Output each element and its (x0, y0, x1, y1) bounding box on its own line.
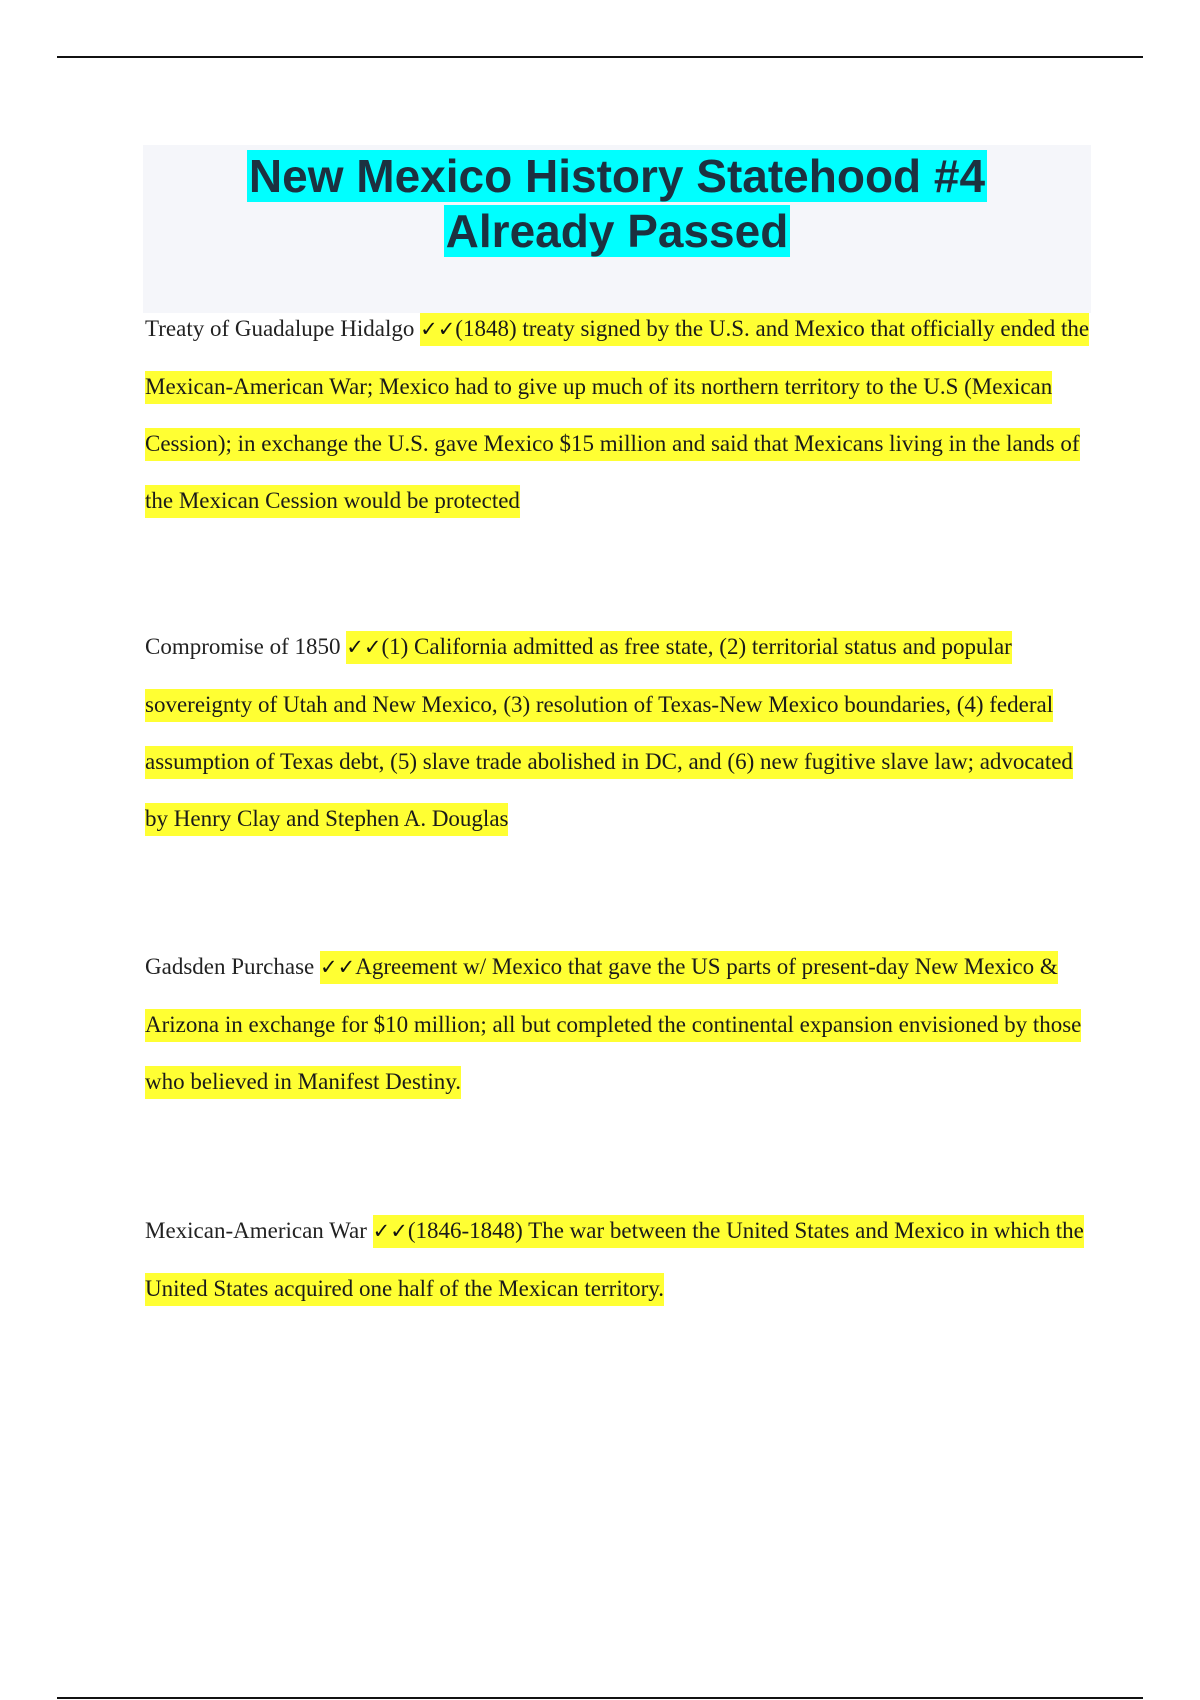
title-banner (143, 145, 1091, 313)
double-check-icon: ✓✓ (372, 1219, 408, 1243)
double-check-icon: ✓✓ (320, 955, 356, 979)
title-line-2: Already Passed (445, 205, 789, 257)
entry-term: Compromise of 1850 (145, 634, 341, 659)
bottom-rule (57, 1697, 1143, 1699)
entry-term: Gadsden Purchase (145, 954, 315, 979)
double-check-icon: ✓✓ (346, 635, 382, 659)
entry-treaty-of-guadalupe-hidalgo (145, 300, 1095, 529)
entry-gadsden-purchase (145, 938, 1095, 1110)
entry-compromise-of-1850 (145, 618, 1095, 847)
entry-term: Mexican-American War (145, 1218, 367, 1243)
entry-definition: (1848) treaty signed by the U.S. and Mexico that officially ended the Mexican-American War; Mexico had to give up much of its northern territory to the U.S (Mexican Cession); in exchange the U.S. gave Mexico $15 million and said that Mexicans living in the lands of the Mexican Cession would be protected (145, 316, 1090, 513)
top-rule (57, 56, 1143, 58)
entry-definition-highlight (145, 631, 1073, 836)
entry-definition: (1) California admitted as free state, (2) territorial status and popular sovereignty of Utah and New Mexico, (3) resolution of Texas-New Mexico boundaries, (4) federal assumption of Texas debt, (5) slave trade abolished in DC, and (6) new fugitive slave law; advocated by Henry Clay and Stephen A. Douglas (145, 634, 1073, 831)
document-title (143, 145, 1091, 259)
entry-definition: Agreement w/ Mexico that gave the US parts of present-day New Mexico & Arizona in exchange for $10 million; all but completed the continental expansion envisioned by those who believed in Manifest Destiny. (145, 954, 1082, 1094)
entry-term: Treaty of Guadalupe Hidalgo (145, 316, 415, 341)
entry-mexican-american-war (145, 1202, 1095, 1317)
double-check-icon: ✓✓ (420, 317, 456, 341)
entry-definition-highlight (145, 313, 1089, 518)
title-line-1: New Mexico History Statehood #4 (248, 150, 986, 202)
entry-definition: (1846-1848) The war between the United States and Mexico in which the United States acquired one half of the Mexican territory. (145, 1218, 1084, 1301)
